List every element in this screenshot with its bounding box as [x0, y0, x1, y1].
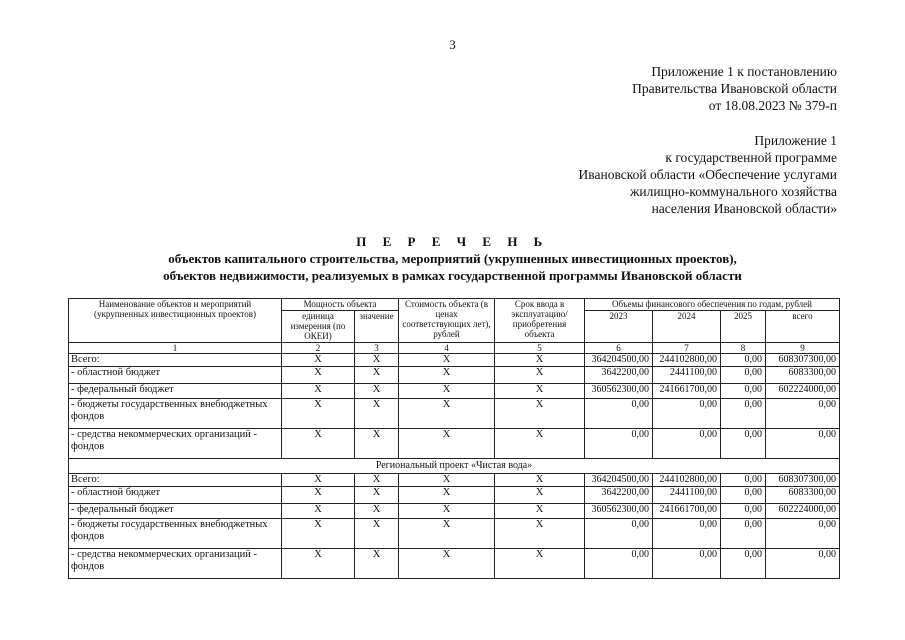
- annex-resolution-line: от 18.08.2023 № 379-п: [708, 98, 837, 113]
- amount-2023-cell: 360562300,00: [585, 504, 653, 519]
- amount-2025-cell: 0,00: [721, 367, 766, 384]
- amount-total-cell: 602224000,00: [766, 504, 840, 519]
- title-heading: П Е Р Е Ч Е Н Ь: [356, 234, 549, 249]
- table-header-row: [69, 299, 840, 311]
- unit-cell: Х: [282, 504, 355, 519]
- amount-total-cell: 0,00: [766, 519, 840, 549]
- header-value: значение: [355, 311, 399, 343]
- amount-total-cell: 602224000,00: [766, 384, 840, 399]
- value-cell: Х: [355, 549, 399, 579]
- unit-cell: Х: [282, 474, 355, 487]
- header-2023: 2023: [585, 311, 653, 343]
- term-cell: Х: [495, 549, 585, 579]
- annex-program-line: Приложение 1: [754, 133, 837, 148]
- amount-2023-cell: 364204500,00: [585, 354, 653, 367]
- table-row: [69, 474, 840, 487]
- table-row: [69, 399, 840, 429]
- value-cell: Х: [355, 474, 399, 487]
- amount-2023-cell: 3642200,00: [585, 487, 653, 504]
- amount-total-cell: 0,00: [766, 399, 840, 429]
- objects-table: [68, 298, 840, 579]
- amount-2025-cell: 0,00: [721, 399, 766, 429]
- annex-program-line: населения Ивановской области»: [651, 201, 837, 216]
- value-cell: Х: [355, 384, 399, 399]
- amount-2023-cell: 0,00: [585, 519, 653, 549]
- unit-cell: Х: [282, 549, 355, 579]
- amount-2024-cell: 0,00: [653, 549, 721, 579]
- amount-total-cell: 6083300,00: [766, 487, 840, 504]
- amount-2023-cell: 360562300,00: [585, 384, 653, 399]
- unit-cell: Х: [282, 519, 355, 549]
- amount-2025-cell: 0,00: [721, 354, 766, 367]
- amount-2023-cell: 0,00: [585, 549, 653, 579]
- amount-total-cell: 0,00: [766, 549, 840, 579]
- value-cell: Х: [355, 487, 399, 504]
- amount-2025-cell: 0,00: [721, 519, 766, 549]
- annex-program-line: Ивановской области «Обеспечение услугами: [578, 167, 837, 182]
- amount-2025-cell: 0,00: [721, 384, 766, 399]
- term-cell: Х: [495, 474, 585, 487]
- amount-2025-cell: 0,00: [721, 487, 766, 504]
- value-cell: Х: [355, 367, 399, 384]
- amount-2025-cell: 0,00: [721, 474, 766, 487]
- column-number: 5: [495, 343, 585, 354]
- column-number: 7: [653, 343, 721, 354]
- amount-total-cell: 608307300,00: [766, 474, 840, 487]
- value-cell: Х: [355, 429, 399, 459]
- row-name-cell: Всего:: [69, 474, 282, 487]
- unit-cell: Х: [282, 354, 355, 367]
- value-cell: Х: [355, 519, 399, 549]
- term-cell: Х: [495, 504, 585, 519]
- column-number: 3: [355, 343, 399, 354]
- title-line: объектов капитального строительства, мероприятий (укрупненных инвестиционных проектов),: [168, 251, 737, 266]
- header-2024: 2024: [653, 311, 721, 343]
- column-number: 4: [399, 343, 495, 354]
- amount-2023-cell: 0,00: [585, 429, 653, 459]
- cost-cell: Х: [399, 354, 495, 367]
- amount-2023-cell: 364204500,00: [585, 474, 653, 487]
- column-number: 8: [721, 343, 766, 354]
- term-cell: Х: [495, 429, 585, 459]
- row-name-cell: - федеральный бюджет: [69, 384, 282, 399]
- column-number: 9: [766, 343, 840, 354]
- unit-cell: Х: [282, 429, 355, 459]
- section-row: [69, 459, 840, 474]
- row-name-cell: - областной бюджет: [69, 487, 282, 504]
- amount-2024-cell: 0,00: [653, 399, 721, 429]
- term-cell: Х: [495, 384, 585, 399]
- page-number: 3: [449, 37, 456, 52]
- term-cell: Х: [495, 519, 585, 549]
- header-financing: Объемы финансового обеспечения по годам, рублей: [585, 299, 840, 311]
- header-total: всего: [766, 311, 840, 343]
- header-cost: Стоимость объекта (в ценах соответствующих лет), рублей: [399, 299, 495, 343]
- amount-2023-cell: 0,00: [585, 399, 653, 429]
- term-cell: Х: [495, 354, 585, 367]
- annex-program: [579, 132, 837, 217]
- title-line: объектов недвижимости, реализуемых в рамках государственной программы Ивановской области: [163, 268, 742, 283]
- header-2025: 2025: [721, 311, 766, 343]
- row-name-cell: Всего:: [69, 354, 282, 367]
- amount-2024-cell: 2441100,00: [653, 367, 721, 384]
- unit-cell: Х: [282, 384, 355, 399]
- amount-2024-cell: 0,00: [653, 519, 721, 549]
- unit-cell: Х: [282, 367, 355, 384]
- table-row: [69, 354, 840, 367]
- annex-resolution: [632, 63, 837, 114]
- term-cell: Х: [495, 399, 585, 429]
- row-name-cell: - областной бюджет: [69, 367, 282, 384]
- column-number: 2: [282, 343, 355, 354]
- amount-2024-cell: 2441100,00: [653, 487, 721, 504]
- amount-2025-cell: 0,00: [721, 504, 766, 519]
- table-row: [69, 429, 840, 459]
- table-row: [69, 487, 840, 504]
- table-row: [69, 519, 840, 549]
- row-name-cell: - средства некоммерческих организаций - фондов: [69, 549, 282, 579]
- annex-program-line: к государственной программе: [665, 150, 837, 165]
- value-cell: Х: [355, 504, 399, 519]
- table-row: [69, 367, 840, 384]
- row-name-cell: - средства некоммерческих организаций - фондов: [69, 429, 282, 459]
- column-numbers-row: [69, 343, 840, 354]
- column-number: 1: [69, 343, 282, 354]
- value-cell: Х: [355, 354, 399, 367]
- section-title: Региональный проект «Чистая вода»: [69, 459, 840, 474]
- annex-resolution-line: Правительства Ивановской области: [632, 81, 837, 96]
- amount-2025-cell: 0,00: [721, 429, 766, 459]
- header-unit: единица измерения (по ОКЕИ): [282, 311, 355, 343]
- cost-cell: Х: [399, 549, 495, 579]
- document-title: [0, 233, 905, 284]
- annex-program-line: жилищно-коммунального хозяйства: [630, 184, 837, 199]
- cost-cell: Х: [399, 399, 495, 429]
- cost-cell: Х: [399, 519, 495, 549]
- unit-cell: Х: [282, 487, 355, 504]
- header-name: Наименование объектов и мероприятий (укрупненных инвестиционных проектов): [69, 299, 282, 343]
- amount-2024-cell: 241661700,00: [653, 504, 721, 519]
- row-name-cell: - бюджеты государственных внебюджетных фондов: [69, 519, 282, 549]
- amount-2024-cell: 244102800,00: [653, 474, 721, 487]
- value-cell: Х: [355, 399, 399, 429]
- cost-cell: Х: [399, 474, 495, 487]
- cost-cell: Х: [399, 367, 495, 384]
- table-row: [69, 504, 840, 519]
- header-capacity: Мощность объекта: [282, 299, 399, 311]
- column-number: 6: [585, 343, 653, 354]
- amount-total-cell: 0,00: [766, 429, 840, 459]
- term-cell: Х: [495, 487, 585, 504]
- cost-cell: Х: [399, 384, 495, 399]
- amount-total-cell: 6083300,00: [766, 367, 840, 384]
- unit-cell: Х: [282, 399, 355, 429]
- table-row: [69, 384, 840, 399]
- amount-2024-cell: 244102800,00: [653, 354, 721, 367]
- annex-resolution-line: Приложение 1 к постановлению: [651, 64, 837, 79]
- amount-2024-cell: 241661700,00: [653, 384, 721, 399]
- amount-2023-cell: 3642200,00: [585, 367, 653, 384]
- term-cell: Х: [495, 367, 585, 384]
- amount-2025-cell: 0,00: [721, 549, 766, 579]
- amount-total-cell: 608307300,00: [766, 354, 840, 367]
- header-term: Срок ввода в эксплуатацию/ приобретения объекта: [495, 299, 585, 343]
- row-name-cell: - федеральный бюджет: [69, 504, 282, 519]
- table-row: [69, 549, 840, 579]
- cost-cell: Х: [399, 487, 495, 504]
- amount-2024-cell: 0,00: [653, 429, 721, 459]
- cost-cell: Х: [399, 429, 495, 459]
- row-name-cell: - бюджеты государственных внебюджетных фондов: [69, 399, 282, 429]
- cost-cell: Х: [399, 504, 495, 519]
